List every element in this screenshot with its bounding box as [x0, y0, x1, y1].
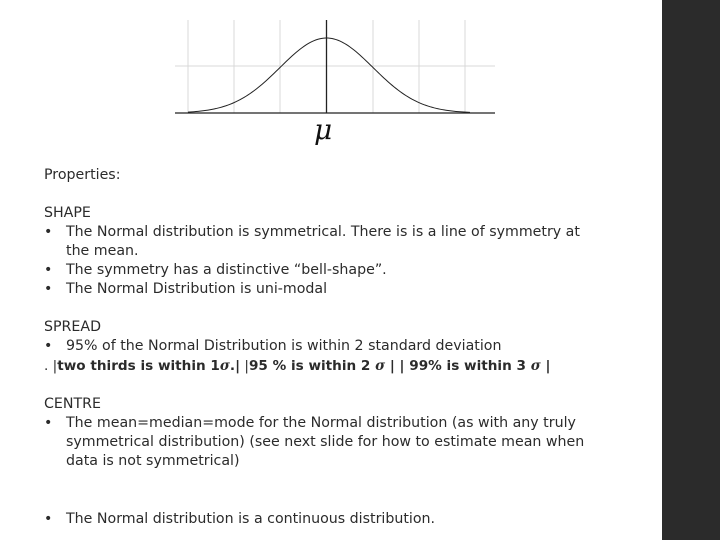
- final-bullet-text: The Normal distribution is a continuous distribution.: [66, 511, 436, 527]
- ninety-nine-text: 99% is within 3: [409, 358, 531, 374]
- spread-bullet-1-text: 95% of the Normal Distribution is within 2 standard deviation: [66, 338, 502, 354]
- shape-heading: SHAPE: [44, 205, 91, 221]
- bullet-marker: •: [44, 224, 53, 240]
- ninety-five-text: 95 % is within 2: [248, 358, 376, 374]
- centre-bullet-1-text: The mean=median=mode for the Normal distribution (as with any truly: [66, 415, 576, 431]
- mu-symbol: μ: [314, 113, 333, 146]
- dark-sidebar: [662, 0, 720, 540]
- row-prefix: . |: [44, 358, 58, 374]
- row-separator: |: [240, 358, 249, 374]
- grid-lines: [175, 20, 495, 113]
- shape-bullet-3-text: The Normal Distribution is uni-modal: [66, 281, 328, 297]
- bullet-marker: •: [44, 262, 53, 278]
- centre-bullet-1-continuation-2: data is not symmetrical): [66, 453, 240, 469]
- shape-bullet-1-text: The Normal distribution is symmetrical. There is is a line of symmetry at: [66, 224, 580, 240]
- sigma-symbol: σ: [375, 358, 386, 374]
- normal-distribution-curve: [170, 18, 500, 120]
- two-thirds-text: two thirds is within 1: [57, 358, 220, 374]
- shape-bullet-2-text: The symmetry has a distinctive “bell-shape”.: [66, 262, 387, 278]
- spread-heading: SPREAD: [44, 319, 102, 335]
- bullet-marker: •: [44, 338, 53, 354]
- bullet-marker: •: [44, 415, 53, 431]
- centre-heading: CENTRE: [44, 396, 101, 412]
- row-separator: | |: [385, 358, 410, 374]
- bullet-marker: •: [44, 281, 53, 297]
- row-separator: .|: [229, 358, 241, 374]
- shape-bullet-1-continuation: the mean.: [66, 243, 139, 259]
- sigma-symbol: σ: [530, 358, 541, 374]
- properties-title: Properties:: [44, 167, 121, 183]
- centre-bullet-1-continuation-1: symmetrical distribution) (see next slide for how to estimate mean when: [66, 434, 585, 450]
- bullet-marker: •: [44, 511, 53, 527]
- row-end: |: [540, 358, 551, 374]
- bell-curve: [188, 38, 470, 112]
- spread-sigma-row: [44, 357, 550, 375]
- sigma-symbol: σ: [219, 358, 230, 374]
